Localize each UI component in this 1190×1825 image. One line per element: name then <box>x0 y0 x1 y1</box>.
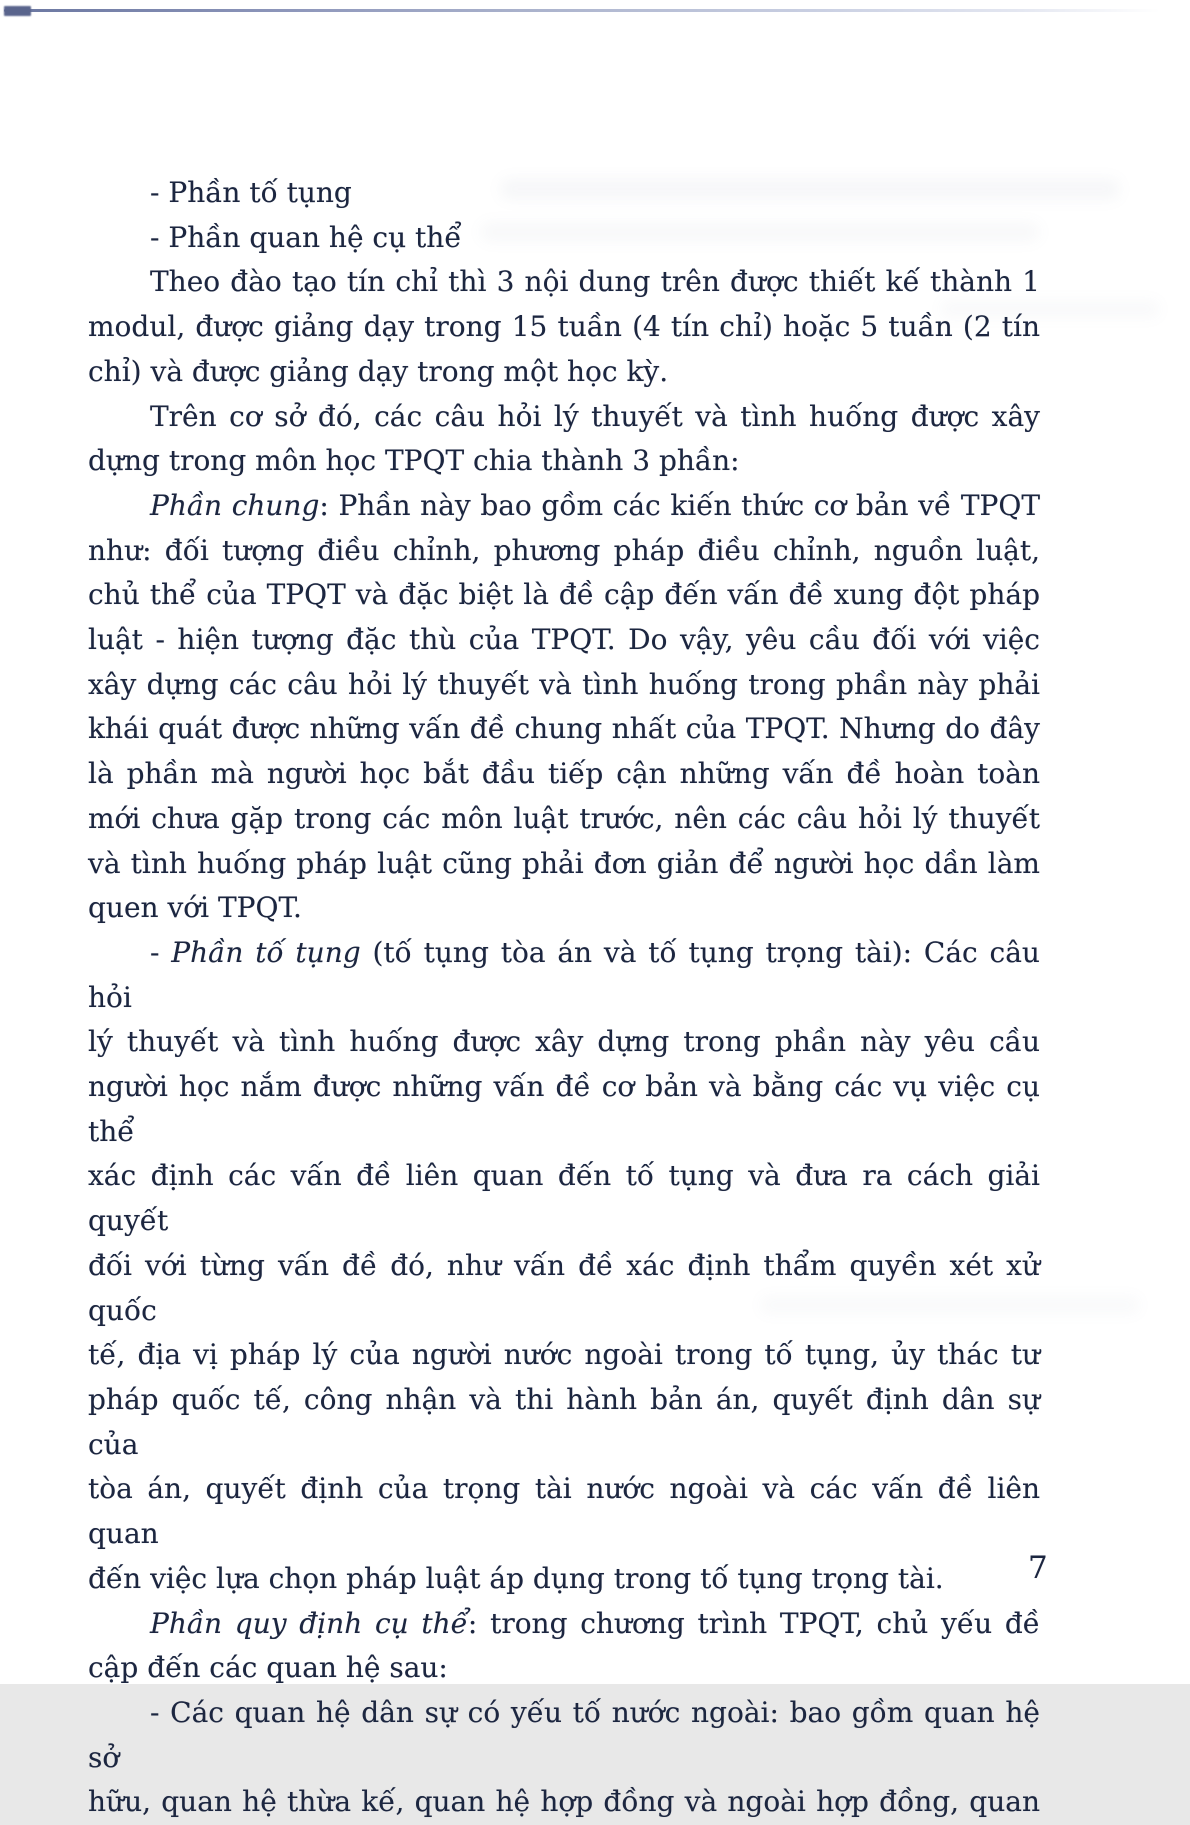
text-segment: Theo đào tạo tín chỉ thì 3 nội dung trên được thiết kế thành 1 <box>150 265 1040 299</box>
text-line <box>88 350 1040 395</box>
text-line <box>88 305 1040 350</box>
text-segment: cập đến các quan hệ sau: <box>88 1651 448 1685</box>
text-line <box>88 707 1040 752</box>
text-segment: tế, địa vị pháp lý của người nước ngoài trong tố tụng, ủy thác tư <box>88 1338 1040 1372</box>
text-line <box>88 842 1040 887</box>
text-segment: modul, được giảng dạy trong 15 tuần (4 tín chỉ) hoặc 5 tuần (2 tín <box>88 310 1040 344</box>
text-line <box>88 1333 1040 1378</box>
text-segment: xác định các vấn đề liên quan đến tố tụng và đưa ra cách giải quyết <box>88 1159 1040 1238</box>
text-segment: - Các quan hệ dân sự có yếu tố nước ngoài: bao gồm quan hệ sở <box>88 1695 1040 1774</box>
text-line <box>88 752 1040 797</box>
text-segment: xây dựng các câu hỏi lý thuyết và tình huống trong phần này phải <box>88 667 1040 701</box>
text-line <box>88 260 1040 305</box>
text-segment: là phần mà người học bắt đầu tiếp cận những vấn đề hoàn toàn <box>88 757 1040 791</box>
text-line <box>88 1557 1040 1602</box>
text-line <box>88 395 1040 440</box>
text-segment: - <box>150 935 172 969</box>
page-number: 7 <box>1028 1550 1048 1586</box>
text-line <box>88 931 1040 1020</box>
text-line <box>88 529 1040 574</box>
text-line <box>88 1646 1040 1691</box>
text-segment: chỉ) và được giảng dạy trong một học kỳ. <box>88 354 669 388</box>
text-line <box>88 1065 1040 1154</box>
text-segment: như: đối tượng điều chỉnh, phương pháp điều chỉnh, nguồn luật, <box>88 533 1040 567</box>
text-segment: đến việc lựa chọn pháp luật áp dụng trong tố tụng trọng tài. <box>88 1561 944 1595</box>
italic-text-segment: Phần chung <box>150 488 320 522</box>
text-segment: đối với từng vấn đề đó, như vấn đề xác định thẩm quyền xét xử quốc <box>88 1248 1040 1327</box>
text-segment: - Phần quan hệ cụ thể <box>150 220 462 254</box>
text-line <box>88 171 1040 216</box>
page-body-text <box>88 171 1040 1825</box>
text-line <box>88 439 1040 484</box>
text-segment: tòa án, quyết định của trọng tài nước ngoài và các vấn đề liên quan <box>88 1472 1040 1551</box>
text-segment: mới chưa gặp trong các môn luật trước, nên các câu hỏi lý thuyết <box>88 801 1040 835</box>
italic-text-segment: Phần quy định cụ thể <box>150 1606 468 1640</box>
text-line <box>88 618 1040 663</box>
text-line <box>88 1691 1040 1780</box>
text-segment: dựng trong môn học TPQT chia thành 3 phần: <box>88 444 740 478</box>
text-segment: người học nắm được những vấn đề cơ bản và bằng các vụ việc cụ thể <box>88 1070 1040 1148</box>
text-line <box>88 573 1040 618</box>
text-segment: và tình huống pháp luật cũng phải đơn giản để người học dần làm <box>88 846 1040 880</box>
text-line <box>88 1780 1040 1825</box>
text-line <box>88 1244 1040 1333</box>
italic-text-segment: Phần tố tụng <box>171 935 361 969</box>
text-segment: (tố tụng tòa án và tố tụng trọng tài): Các câu hỏi <box>88 935 1040 1014</box>
text-line <box>88 663 1040 708</box>
text-line <box>88 886 1040 931</box>
text-segment: hữu, quan hệ thừa kế, quan hệ hợp đồng và ngoài hợp đồng, quan <box>88 1785 1040 1819</box>
text-line <box>88 1154 1040 1243</box>
text-segment: : trong chương trình TPQT, chủ yếu đề <box>467 1606 1040 1640</box>
text-line <box>88 1467 1040 1556</box>
scan-artifact-line <box>4 9 1160 12</box>
text-segment: luật - hiện tượng đặc thù của TPQT. Do vậy, yêu cầu đối với việc <box>88 623 1040 657</box>
text-segment: pháp quốc tế, công nhận và thi hành bản án, quyết định dân sự của <box>88 1382 1040 1461</box>
text-line <box>88 1020 1040 1065</box>
text-segment: Trên cơ sở đó, các câu hỏi lý thuyết và tình huống được xây <box>150 399 1040 433</box>
text-line <box>88 216 1040 261</box>
text-segment: khái quát được những vấn đề chung nhất của TPQT. Nhưng do đây <box>88 712 1040 746</box>
text-segment: quen với TPQT. <box>88 891 302 925</box>
scan-artifact-blob <box>4 6 31 16</box>
text-segment: - Phần tố tụng <box>150 176 352 209</box>
text-segment: chủ thể của TPQT và đặc biệt là đề cập đến vấn đề xung đột pháp <box>88 578 1040 612</box>
text-line <box>88 1602 1040 1647</box>
text-segment: lý thuyết và tình huống được xây dựng trong phần này yêu cầu <box>88 1025 1040 1059</box>
text-line <box>88 797 1040 842</box>
text-line <box>88 1378 1040 1467</box>
text-segment: : Phần này bao gồm các kiến thức cơ bản về TPQT <box>319 488 1041 522</box>
text-line <box>88 484 1040 529</box>
